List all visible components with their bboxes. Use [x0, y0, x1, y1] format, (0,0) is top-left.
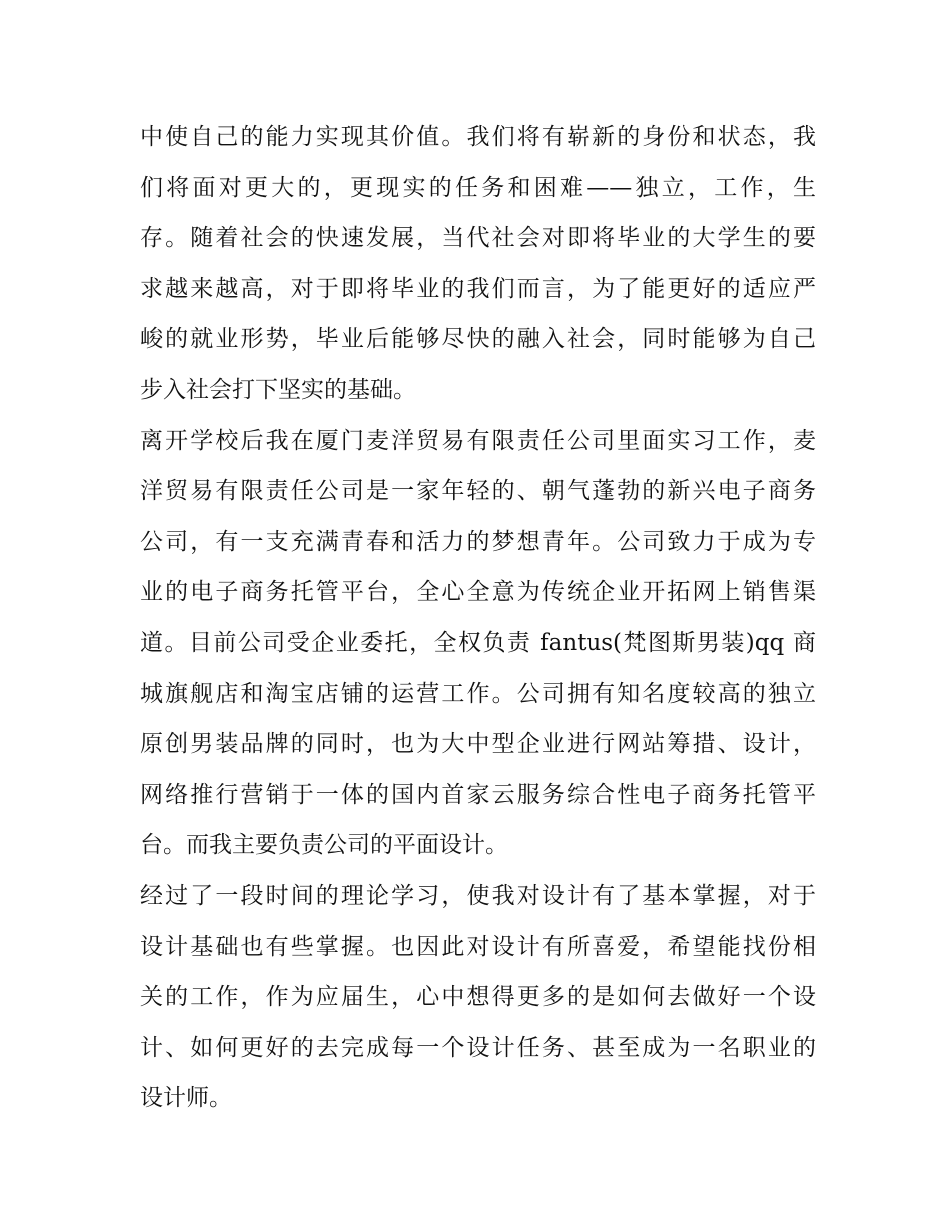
text-line: 中使自己的能力实现其价值。我们将有崭新的身份和状态，我 — [140, 124, 816, 150]
document-body — [140, 112, 816, 1124]
text-line: 峻的就业形势，毕业后能够尽快的融入社会，同时能够为自己 — [140, 326, 816, 353]
text-line: 洋贸易有限责任公司是一家年轻的、朝气蓬勃的新兴电子商务 — [140, 478, 816, 505]
text-line: 台。而我主要负责公司的平面设计。 — [140, 832, 508, 859]
text-line: 关的工作，作为应届生，心中想得更多的是如何去做好一个设 — [140, 984, 816, 1011]
text-line: 城旗舰店和淘宝店铺的运营工作。公司拥有知名度较高的独立 — [140, 680, 816, 707]
text-line: 离开学校后我在厦门麦洋贸易有限责任公司里面实习工作，麦 — [140, 427, 816, 454]
paragraph-2 — [140, 416, 816, 871]
text-line: 设计师。 — [140, 1085, 232, 1112]
text-line: 设计基础也有些掌握。也因此对设计有所喜爱，希望能找份相 — [140, 933, 816, 960]
text-line: 经过了一段时间的理论学习，使我对设计有了基本掌握，对于 — [140, 882, 816, 909]
text-line: 公司，有一支充满青春和活力的梦想青年。公司致力于成为专 — [140, 528, 816, 555]
text-line: 存。随着社会的快速发展，当代社会对即将毕业的大学生的要 — [140, 225, 816, 252]
text-line: 原创男装品牌的同时，也为大中型企业进行网站筹措、设计， — [140, 731, 816, 758]
text-line: 业的电子商务托管平台，全心全意为传统企业开拓网上销售渠 — [140, 579, 816, 606]
paragraph-3 — [140, 871, 816, 1124]
text-line: 道。目前公司受企业委托，全权负责 fantus(梵图斯男装)qq 商 — [140, 629, 816, 656]
text-line: 计、如何更好的去完成每一个设计任务、甚至成为一名职业的 — [140, 1034, 816, 1061]
text-line: 们将面对更大的，更现实的任务和困难——独立，工作，生 — [140, 174, 816, 201]
paragraph-1 — [140, 112, 816, 416]
text-line: 网络推行营销于一体的国内首家云服务综合性电子商务托管平 — [140, 781, 816, 808]
text-line: 求越来越高，对于即将毕业的我们而言，为了能更好的适应严 — [140, 275, 816, 302]
text-line: 步入社会打下坚实的基础。 — [140, 376, 416, 403]
